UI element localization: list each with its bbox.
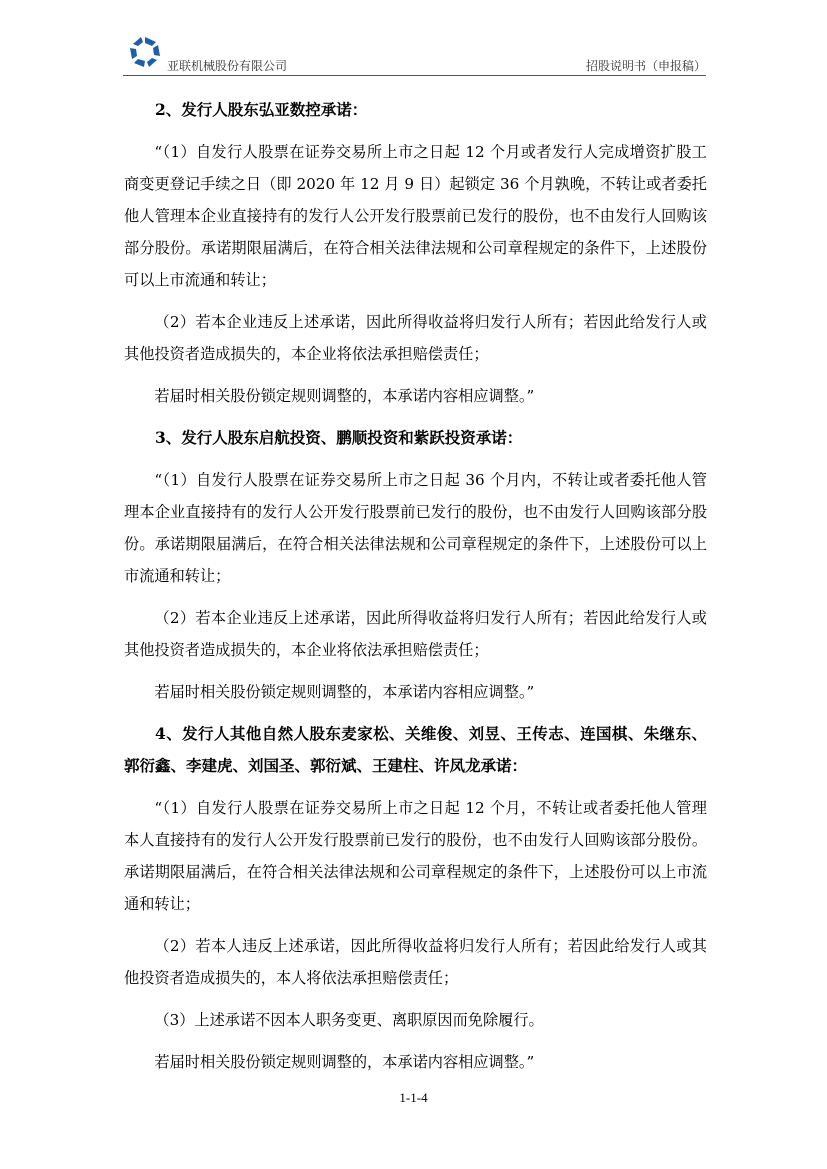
company-logo-icon bbox=[129, 36, 161, 68]
paragraph: （2）若本人违反上述承诺，因此所得收益将归发行人所有；若因此给发行人或其他投资者造成损失的，本人将依法承担赔偿责任； bbox=[124, 937, 707, 987]
page-header bbox=[123, 30, 706, 76]
paragraph: 若届时相关股份锁定规则调整的，本承诺内容相应调整。” bbox=[154, 387, 535, 405]
header-divider bbox=[123, 75, 706, 76]
paragraph: 若届时相关股份锁定规则调整的，本承诺内容相应调整。” bbox=[154, 1053, 535, 1071]
section-4 bbox=[124, 718, 707, 1078]
company-name: 亚联机械股份有限公司 bbox=[167, 59, 288, 73]
paragraph: “（1）自发行人股票在证券交易所上市之日起 12 个月或者发行人完成增资扩股工商变更登记手续之日（即 2020 年 12 月 9 日）起锁定 36 个月孰晚，不转让或者委托他人管理本企业直接持有的发行人公开发行股票前已发行的股份，也不由发行人回购该部分股份。承诺期限届满后，在符合相关法律法规和公司章程规定的条件下，上述股份可以上市流通和转让； bbox=[124, 143, 707, 289]
section-heading: 4、发行人其他自然人股东麦家松、关维俊、刘昱、王传志、连国棋、朱继东、郭衍鑫、李建虎、刘国圣、郭衍斌、王建柱、许凤龙承诺： bbox=[124, 724, 707, 775]
page-body bbox=[124, 94, 707, 1088]
paragraph: “（1）自发行人股票在证券交易所上市之日起 36 个月内，不转让或者委托他人管理本企业直接持有的发行人公开发行股票前已发行的股份，也不由发行人回购该部分股份。承诺期限届满后，在符合相关法律法规和公司章程规定的条件下，上述股份可以上市流通和转让； bbox=[124, 471, 707, 585]
paragraph: （2）若本企业违反上述承诺，因此所得收益将归发行人所有；若因此给发行人或其他投资者造成损失的，本企业将依法承担赔偿责任； bbox=[124, 313, 707, 363]
paragraph: （2）若本企业违反上述承诺，因此所得收益将归发行人所有；若因此给发行人或其他投资者造成损失的，本企业将依法承担赔偿责任； bbox=[124, 609, 707, 659]
section-2 bbox=[124, 94, 707, 412]
page-number: 1-1-4 bbox=[399, 1090, 428, 1105]
document-title: 招股说明书（申报稿） bbox=[585, 59, 706, 73]
section-heading: 3、发行人股东启航投资、鹏顺投资和紫跃投资承诺： bbox=[155, 428, 523, 447]
section-3 bbox=[124, 422, 707, 708]
paragraph: “（1）自发行人股票在证券交易所上市之日起 12 个月，不转让或者委托他人管理本人直接持有的发行人公开发行股票前已发行的股份，也不由发行人回购该部分股份。承诺期限届满后，在符合相关法律法规和公司章程规定的条件下，上述股份可以上市流通和转让； bbox=[124, 799, 707, 913]
section-heading: 2、发行人股东弘亚数控承诺： bbox=[155, 100, 368, 119]
paragraph: 若届时相关股份锁定规则调整的，本承诺内容相应调整。” bbox=[154, 683, 535, 701]
paragraph: （3）上述承诺不因本人职务变更、离职原因而免除履行。 bbox=[154, 1011, 544, 1029]
